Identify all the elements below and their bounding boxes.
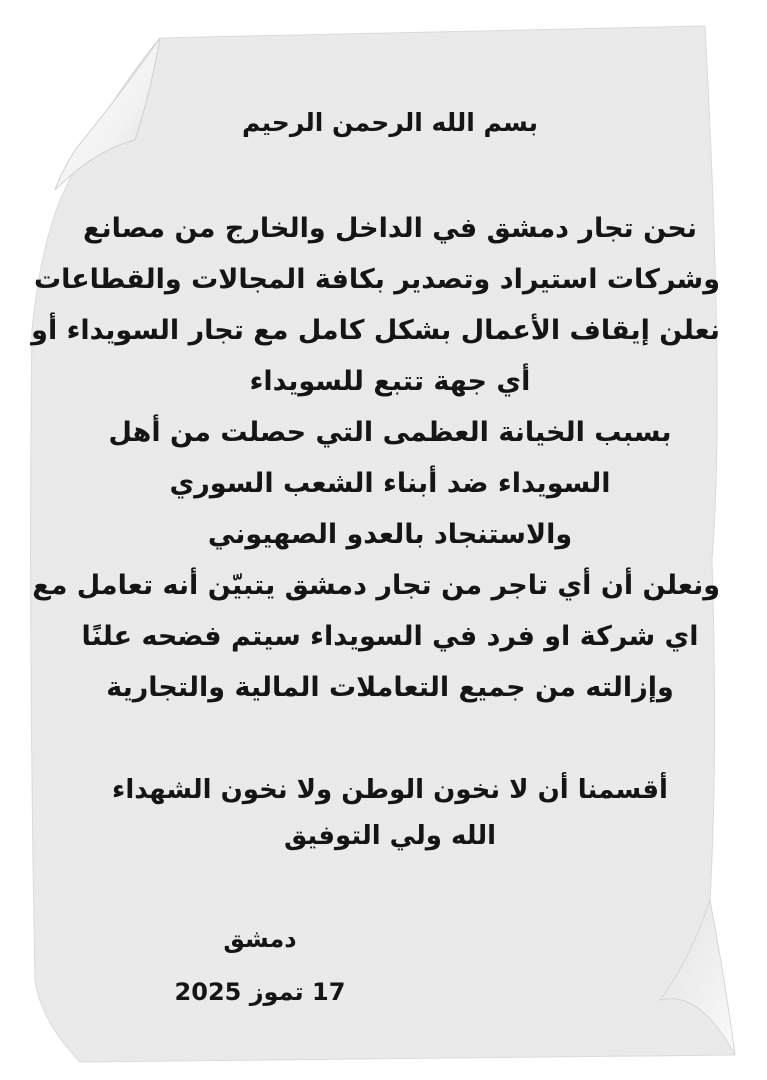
closing-line: أقسمنا أن لا نخون الوطن ولا نخون الشهداء: [112, 775, 668, 805]
body-line: أي جهة تتبع للسويداء: [249, 366, 531, 397]
document-body: [31, 203, 720, 713]
body-line: السويداء ضد أبناء الشعب السوري: [169, 468, 611, 499]
document-closing: [60, 767, 720, 859]
document-heading: بسم الله الرحمن الرحيم: [242, 108, 538, 137]
body-line: والاستنجاد بالعدو الصهيوني: [207, 519, 573, 550]
body-line: اي شركة او فرد في السويداء سيتم فضحه علنًا: [81, 621, 699, 652]
body-line: وإزالته من جميع التعاملات المالية والتجارية: [106, 672, 674, 703]
closing-line: الله ولي التوفيق: [283, 821, 497, 851]
body-line: نعلن إيقاف الأعمال بشكل كامل مع تجار السويداء أو: [31, 315, 720, 346]
signature-date: 17 تموز 2025: [174, 978, 346, 1006]
signature-city: دمشق: [223, 925, 297, 953]
body-line: ونعلن أن أي تاجر من تجار دمشق يتبيّن أنه تعامل مع: [32, 570, 720, 601]
body-line: بسبب الخيانة العظمى التي حصلت من أهل: [108, 417, 672, 448]
body-line: نحن تجار دمشق في الداخل والخارج من مصانع: [83, 213, 697, 244]
body-line: وشركات استيراد وتصدير بكافة المجالات والقطاعات: [33, 264, 720, 295]
